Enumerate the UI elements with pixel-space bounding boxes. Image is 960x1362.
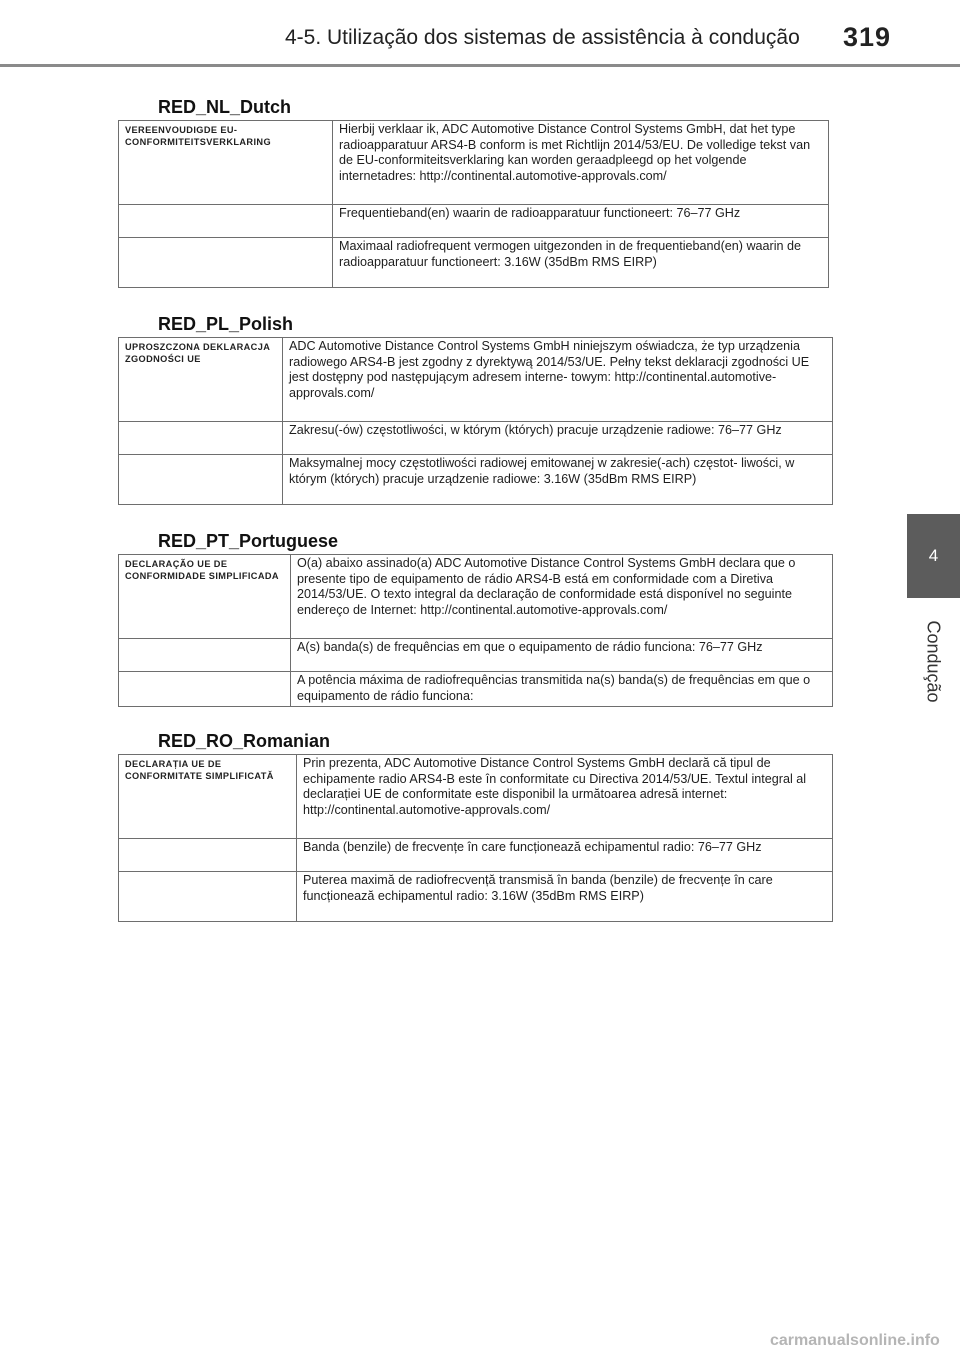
section-title: RED_NL_Dutch xyxy=(158,97,292,117)
empty-cell xyxy=(119,872,297,922)
declaration-table xyxy=(118,754,833,922)
empty-cell xyxy=(119,422,283,455)
watermark-text: carmanualsonline.info xyxy=(770,1332,940,1349)
declaration-label: UPROSZCZONA DEKLARACJA ZGODNOŚCI UE xyxy=(119,338,283,422)
section-polish xyxy=(118,311,833,505)
frequency-band-text: Zakresu(-ów) częstotliwości, w którym (których) pracuje urządzenie radiowe: 76–77 GHz xyxy=(283,422,833,455)
chapter-tab[interactable] xyxy=(907,514,960,598)
section-portuguese xyxy=(118,528,833,707)
declaration-label: VEREENVOUDIGDE EU-CONFORMITEITSVERKLARING xyxy=(119,121,333,205)
section-title: RED_PT_Portuguese xyxy=(158,531,339,551)
chapter-label-text: Condução xyxy=(923,619,944,703)
empty-cell xyxy=(119,672,291,707)
header-divider xyxy=(0,64,960,67)
max-power-text: Puterea maximă de radiofrecvență transmisă în banda (benzile) de frecvențe în care funcționează echipamentul radio: 3.16W (35dBm RMS EIRP) xyxy=(297,872,833,922)
empty-cell xyxy=(119,639,291,672)
declaration-text: Prin prezenta, ADC Automotive Distance Control Systems GmbH declară că tipul de echipamente radio ARS4-B este în conformitate cu Directiva 2014/53/UE. Textul integral al declarației UE de conformitate este disponibil la următoarea adresă internet: http://continental.automotive-approvals.com/ xyxy=(297,755,833,839)
declaration-text: O(a) abaixo assinado(a) ADC Automotive Distance Control Systems GmbH declara que o presente tipo de equipamento de rádio ARS4-B está em conformidade com a Diretiva 2014/53/UE. O texto integral da declaração de conformidade está disponível no seguinte endereço de Internet: http://continental.automotive-approvals.com/ xyxy=(291,555,833,639)
header-title: 4-5. Utilização dos sistemas de assistência à condução xyxy=(285,26,800,49)
declaration-label: DECLARAÇÃO UE DE CONFORMIDADE SIMPLIFICADA xyxy=(119,555,291,639)
declaration-label: DECLARAȚIA UE DE CONFORMITATE SIMPLIFICATĂ xyxy=(119,755,297,839)
empty-cell xyxy=(119,455,283,505)
section-dutch xyxy=(118,94,829,288)
chapter-number: 4 xyxy=(928,546,939,565)
declaration-text: ADC Automotive Distance Control Systems GmbH niniejszym oświadcza, że typ urządzenia radiowego ARS4-B jest zgodny z dyrektywą 2014/53/UE. Pełny tekst deklaracji zgodności UE jest dostępny pod następującym adresem interne- towym: http://continental.automotive-approvals.com/ xyxy=(283,338,833,422)
declaration-table xyxy=(118,120,829,288)
declaration-text: Hierbij verklaar ik, ADC Automotive Distance Control Systems GmbH, dat het type radioapparatuur ARS4-B conform is met Richtlijn 2014/53/EU. De volledige tekst van de EU-conformiteitsverklaring kan worden geraadpleegd op het volgende internetadres: http://continental.automotive-approvals.com/ xyxy=(333,121,829,205)
section-romanian xyxy=(118,728,833,922)
empty-cell xyxy=(119,839,297,872)
max-power-text: A potência máxima de radiofrequências transmitida na(s) banda(s) de frequências em que o equipamento de rádio funciona: xyxy=(291,672,833,707)
declaration-table xyxy=(118,337,833,505)
chapter-label xyxy=(906,606,960,716)
section-title: RED_RO_Romanian xyxy=(158,731,331,751)
section-title: RED_PL_Polish xyxy=(158,314,294,334)
empty-cell xyxy=(119,238,333,288)
max-power-text: Maksymalnej mocy częstotliwości radiowej emitowanej w zakresie(-ach) częstot- liwości, w którym (których) pracuje urządzenie radiowe: 3.16W (35dBm RMS EIRP) xyxy=(283,455,833,505)
declaration-table xyxy=(118,554,833,707)
frequency-band-text: A(s) banda(s) de frequências em que o equipamento de rádio funciona: 76–77 GHz xyxy=(291,639,833,672)
max-power-text: Maximaal radiofrequent vermogen uitgezonden in de frequentieband(en) waarin de radioapparatuur functioneert: 3.16W (35dBm RMS EIRP) xyxy=(333,238,829,288)
frequency-band-text: Frequentieband(en) waarin de radioapparatuur functioneert: 76–77 GHz xyxy=(333,205,829,238)
frequency-band-text: Banda (benzile) de frecvențe în care funcționează echipamentul radio: 76–77 GHz xyxy=(297,839,833,872)
page-number: 319 xyxy=(843,22,892,52)
empty-cell xyxy=(119,205,333,238)
